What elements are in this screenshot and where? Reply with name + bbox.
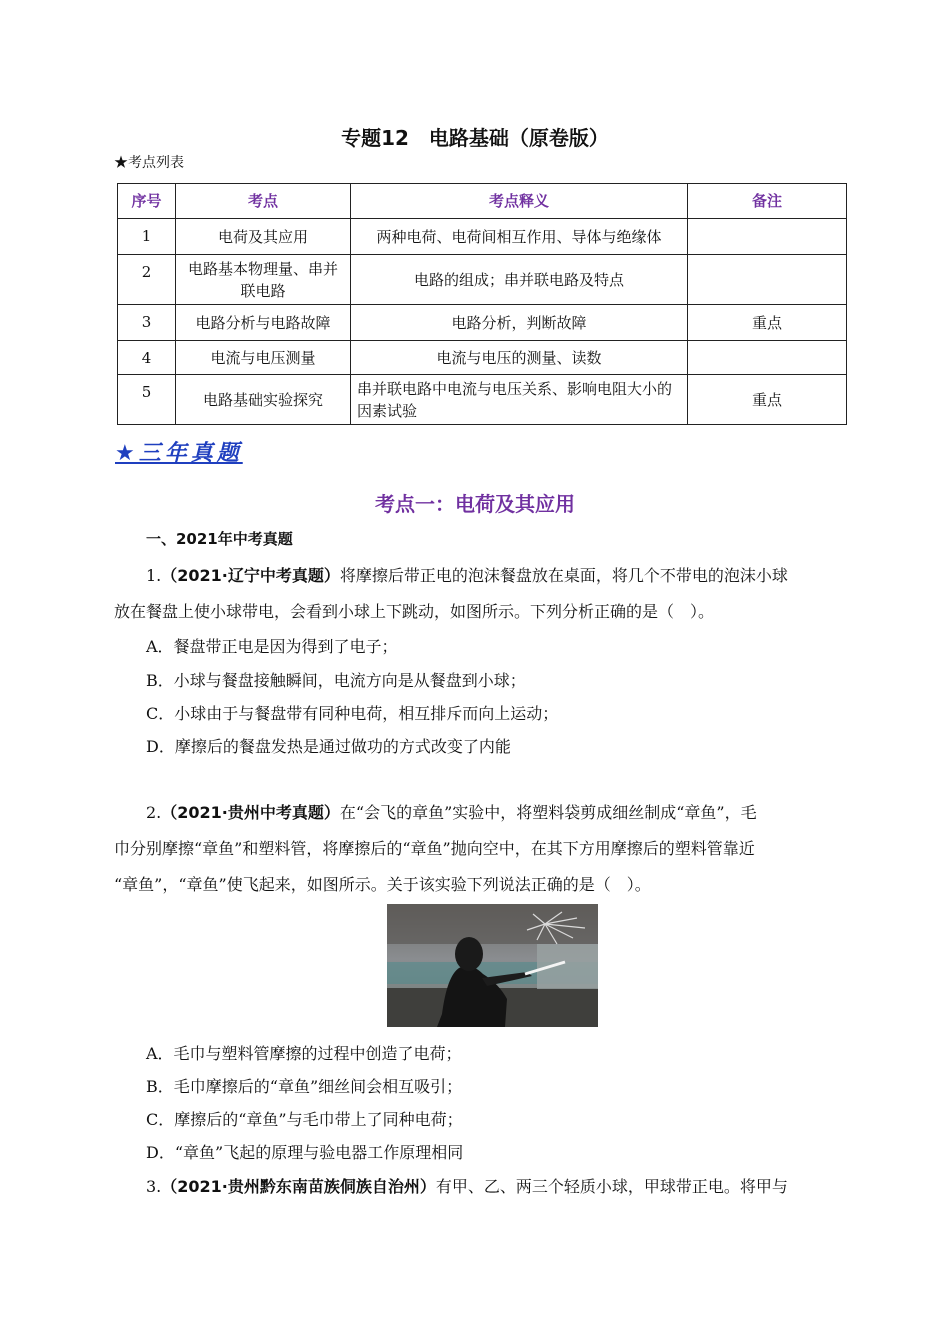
row-num: 4 [118, 341, 176, 375]
topic-heading: 考点一：电荷及其应用 [375, 492, 575, 516]
photo-illustration [387, 904, 598, 1027]
header-topic: 考点 [176, 184, 351, 219]
q1-source: （2021·辽宁中考真题） [161, 566, 340, 585]
row-note [688, 255, 847, 305]
q1-text-1: 将摩擦后带正电的泡沫餐盘放在桌面，将几个不带电的泡沫小球 [339, 566, 788, 585]
row-note: 重点 [688, 305, 847, 341]
q2-option-b: B．毛巾摩擦后的“章鱼”细丝间会相互吸引； [146, 1077, 463, 1096]
q2-option-c: C．摩擦后的“章鱼”与毛巾带上了同种电荷； [146, 1110, 463, 1129]
row-note: 重点 [688, 375, 847, 425]
q1-option-c: C．小球由于与餐盘带有同种电荷，相互排斥而向上运动； [146, 704, 559, 723]
q1-line-1 [146, 563, 788, 586]
q2-text-3: “章鱼”，“章鱼”使飞起来，如图所示。关于该实验下列说法正确的是（ ）。 [114, 875, 651, 894]
row-num: 1 [118, 219, 176, 255]
row-desc: 串并联电路中电流与电压关系、影响电阻大小的因素试验 [351, 375, 688, 425]
row-topic: 电路基础实验探究 [176, 375, 351, 425]
q1-number: 1. [146, 566, 162, 585]
row-desc: 电路分析，判断故障 [351, 305, 688, 341]
flying-octopus-photo [387, 904, 598, 1027]
q1-option-d: D．摩擦后的餐盘发热是通过做功的方式改变了内能 [146, 737, 511, 756]
q2-line-1 [146, 800, 757, 823]
section-banner: ★三年真题 [115, 441, 243, 466]
q3-number: 3. [146, 1177, 162, 1196]
row-topic: 电路基本物理量、串并联电路 [176, 255, 351, 305]
q2-option-d: D．“章鱼”飞起的原理与验电器工作原理相同 [146, 1143, 464, 1162]
row-note [688, 219, 847, 255]
q2-text-1: 在“会飞的章鱼”实验中，将塑料袋剪成细丝制成“章鱼”，毛 [339, 803, 757, 822]
row-desc: 电路的组成；串并联电路及特点 [351, 255, 688, 305]
q3-source: （2021·贵州黔东南苗族侗族自治州） [161, 1177, 436, 1196]
row-num: 3 [118, 305, 176, 341]
row-desc: 两种电荷、电荷间相互作用、导体与绝缘体 [351, 219, 688, 255]
row-topic: 电荷及其应用 [176, 219, 351, 255]
header-desc: 考点释义 [351, 184, 688, 219]
table-row [118, 341, 847, 375]
table-row [118, 219, 847, 255]
q3-text-1: 有甲、乙、两三个轻质小球，甲球带正电。将甲与 [435, 1177, 788, 1196]
row-num: 2 [118, 255, 176, 305]
row-topic: 电路分析与电路故障 [176, 305, 351, 341]
q2-text-2: 巾分别摩擦“章鱼”和塑料管，将摩擦后的“章鱼”抛向空中，在其下方用摩擦后的塑料管靠近 [114, 839, 755, 858]
table-row [118, 255, 847, 305]
q1-option-b: B．小球与餐盘接触瞬间，电流方向是从餐盘到小球； [146, 671, 526, 690]
page-title: 专题12 电路基础（原卷版） [341, 126, 609, 150]
q2-option-a: A．毛巾与塑料管摩擦的过程中创造了电荷； [146, 1044, 462, 1063]
subsection-heading: 一、2021年中考真题 [146, 530, 293, 548]
list-label: ★考点列表 [114, 155, 184, 171]
row-num: 5 [118, 375, 176, 425]
row-note [688, 341, 847, 375]
table-row [118, 375, 847, 425]
q2-source: （2021·贵州中考真题） [161, 803, 340, 822]
table-header-row [118, 184, 847, 219]
q1-option-a: A．餐盘带正电是因为得到了电子； [146, 637, 398, 656]
header-note: 备注 [688, 184, 847, 219]
header-num: 序号 [118, 184, 176, 219]
row-desc: 电流与电压的测量、读数 [351, 341, 688, 375]
q3-line-1 [146, 1174, 788, 1197]
table-row [118, 305, 847, 341]
row-topic: 电流与电压测量 [176, 341, 351, 375]
q1-text-2: 放在餐盘上使小球带电，会看到小球上下跳动，如图所示。下列分析正确的是（ ）。 [114, 602, 715, 621]
exam-points-table [117, 183, 847, 425]
q2-number: 2. [146, 803, 162, 822]
